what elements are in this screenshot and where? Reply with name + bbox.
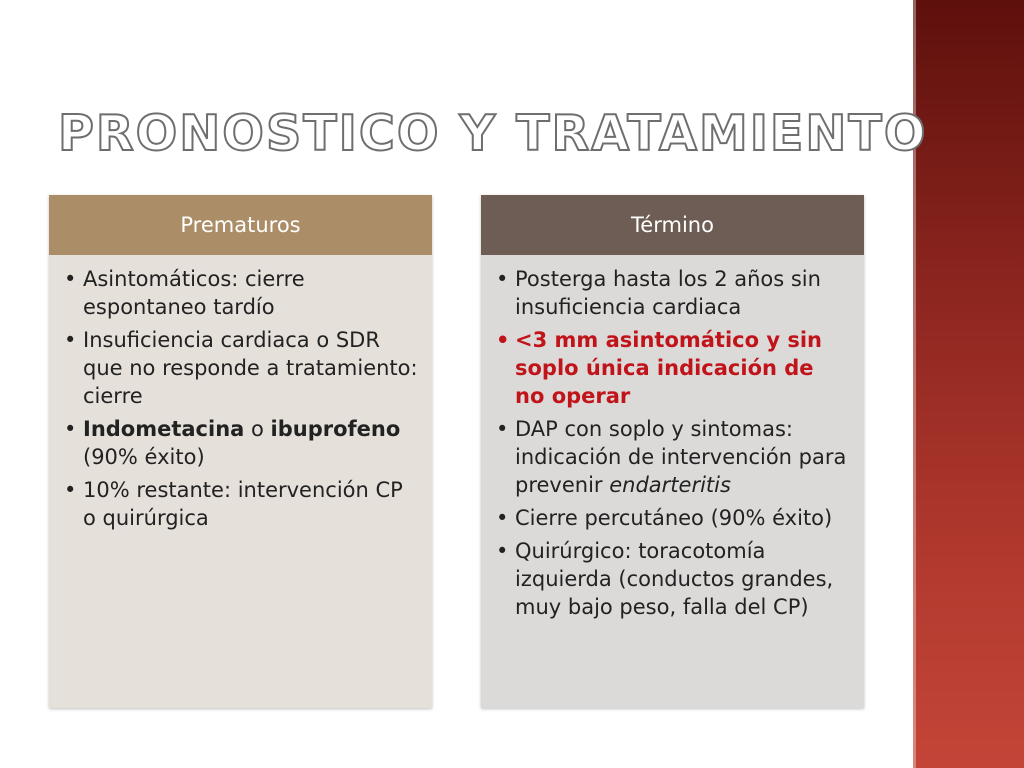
bullet-text: Quirúrgico: toracotomía izquierda (conductos grandes, muy bajo peso, falla del CP): [515, 539, 834, 619]
bullet-text: DAP con soplo y sintomas: indicación de intervención para prevenir: [515, 417, 847, 497]
bullet-item: [495, 265, 850, 321]
bullet-text: Posterga hasta los 2 años sin insuficiencia cardiaca: [515, 267, 821, 319]
card-header-prematuros: Prematuros: [49, 195, 432, 255]
bullet-item: [495, 415, 850, 499]
bullet-text: Asintomáticos: cierre espontaneo tardío: [83, 267, 305, 319]
bullet-item: [63, 265, 418, 321]
bullet-item: [495, 504, 850, 532]
bullet-text: 10% restante: intervención CP o quirúrgica: [83, 478, 403, 530]
bullet-text: <3 mm asintomático y sin soplo única indicación de no operar: [515, 328, 823, 408]
slide-title: PRONOSTICO Y TRATAMIENTO: [58, 105, 928, 162]
bullet-list-termino: [495, 265, 850, 621]
drug-name-ibuprofeno: ibuprofeno: [270, 417, 401, 441]
bullet-text: Cierre percutáneo (90% éxito): [515, 506, 833, 530]
card-termino: [481, 195, 864, 708]
card-header-termino: Término: [481, 195, 864, 255]
bullet-item: [63, 476, 418, 532]
bullet-text: (90% éxito): [83, 445, 205, 469]
bullet-text: o: [244, 417, 271, 441]
bullet-item: [63, 415, 418, 471]
card-prematuros: [49, 195, 432, 708]
bullet-item: [63, 326, 418, 410]
card-body-termino: [481, 255, 864, 621]
card-body-prematuros: [49, 255, 432, 532]
decorative-side-band: [913, 0, 1024, 768]
bullet-text: Insuficiencia cardiaca o SDR que no responde a tratamiento: cierre: [83, 328, 418, 408]
term-endarteritis: endarteritis: [609, 473, 731, 497]
drug-name-indometacina: Indometacina: [83, 417, 245, 441]
bullet-list-prematuros: [63, 265, 418, 532]
bullet-item-highlighted: [495, 326, 850, 410]
bullet-item: [495, 537, 850, 621]
